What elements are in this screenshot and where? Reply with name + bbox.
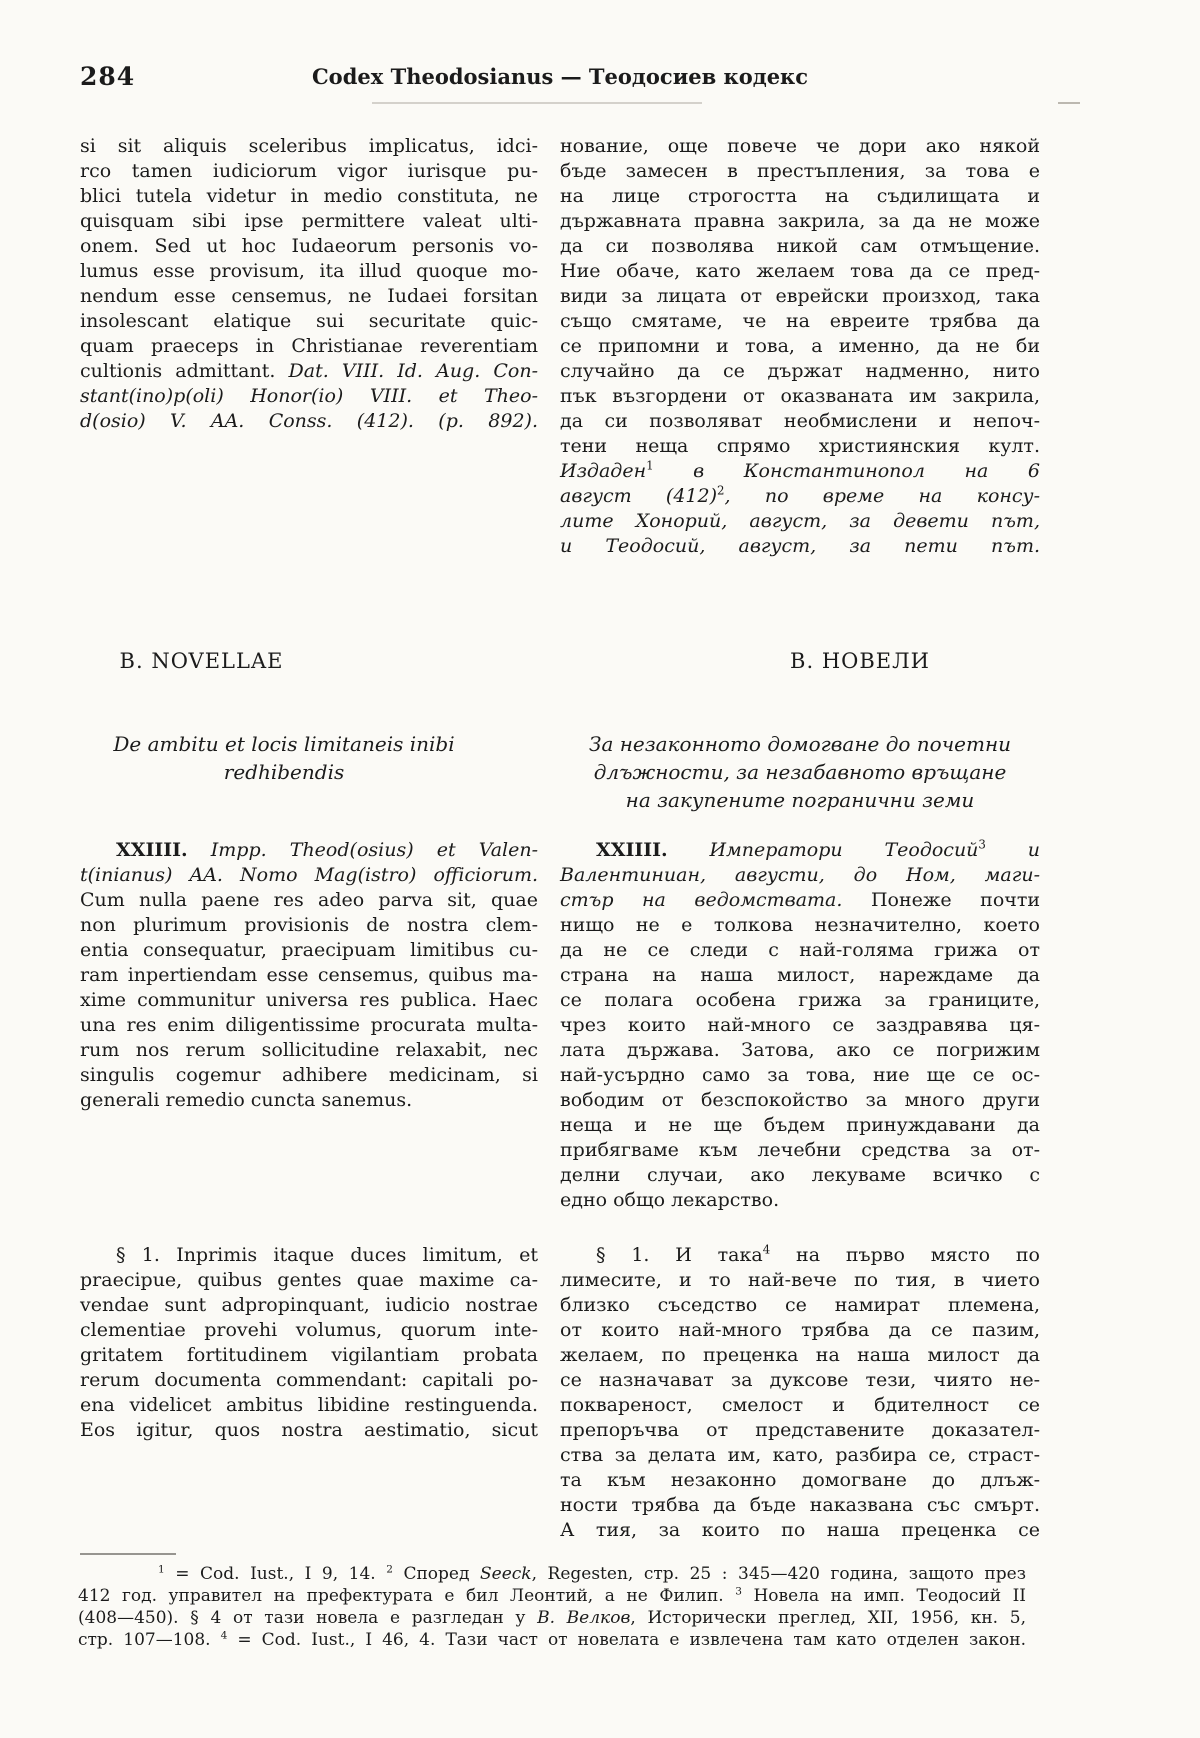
text-line: XXIIII. Императори Теодосий$^3$ и: [596, 837, 1040, 861]
text-line: близко съседство се намират племена,: [560, 1294, 1040, 1316]
text-line: Издаден$^1$ в Константинопол на 6: [560, 458, 1040, 482]
text-line: praecipue, quibus gentes quae maxime ca-: [80, 1269, 538, 1291]
text-line: xime communitur universa res publica. Haec: [80, 989, 538, 1011]
text-line: vendae sunt adpropinquant, iudicio nostrae: [80, 1294, 538, 1316]
text-line: singulis cogemur adhibere medicinam, si: [80, 1064, 538, 1086]
text-line: De ambitu et locis limitaneis inibi: [113, 732, 455, 756]
text-line: ности трябва да бъде наказвана със смърт.: [560, 1494, 1040, 1516]
text-line: XXIIII. Impp. Theod(osius) et Valen-: [116, 839, 538, 861]
text-line: nendum esse censemus, ne Iudaei forsitan: [80, 285, 538, 307]
text-line: стър на ведомствата. Понеже почти: [560, 889, 1040, 911]
text-line: generali remedio cuncta sanemus.: [80, 1089, 413, 1111]
text-line: Валентиниан, августи, до Ном, маги-: [560, 864, 1040, 886]
text-line: чрез които най-много се заздравява ця-: [560, 1014, 1040, 1036]
text-line: 412 год. управител на префектурата е бил Леонтий, а не Филип. $^3$ Новела на имп. Теодосий II: [78, 1585, 1026, 1606]
text-line: вободим от безспокойство за много други: [560, 1089, 1040, 1111]
text-line: t(inianus) AA. Nomo Mag(istro) officiorum.: [80, 864, 538, 886]
latin-paragraph-law: [80, 134, 538, 434]
text-line: от които най-много трябва да се пазим,: [560, 1319, 1040, 1341]
text-line: август $(412)^2$, по време на консу-: [560, 483, 1040, 507]
bulgarian-paragraph-section1: [560, 1243, 1040, 1543]
bulgarian-paragraph-law: [560, 134, 1040, 559]
bulgarian-novel-title: [560, 730, 1040, 814]
text-line: Eos igitur, quos nostra aestimatio, sicut: [80, 1419, 538, 1441]
text-line: нищо не е толкова незначително, което: [560, 914, 1040, 936]
text-line: § 1. Inprimis itaque duces limitum, et: [116, 1244, 538, 1266]
text-line: (408—450). § 4 от тази новела е разгледан у В. Велков, Исторически преглед, XII, 1956, кн. 5,: [78, 1608, 1026, 1628]
text-line: лата държава. Затова, ако се погрижим: [560, 1039, 1040, 1061]
text-line: Cum nulla paene res adeo parva sit, quae: [80, 889, 538, 911]
bulgarian-paragraph-xxiiii: [560, 838, 1040, 1213]
footnote-separator: [80, 1553, 176, 1555]
text-line: най-усърдно само за това, ние ще се ос-: [560, 1064, 1040, 1086]
latin-novel-title: [80, 730, 488, 786]
text-line: да не се следи с най-голяма грижа от: [560, 939, 1040, 961]
text-line: rerum documenta commendant: capitali po-: [80, 1369, 538, 1391]
text-line: onem. Sed ut hoc Iudaeorum personis vo-: [80, 235, 538, 257]
page-header: [80, 58, 1040, 104]
text-line: види за лицата от еврейски произход, така: [560, 285, 1040, 307]
latin-paragraph-xxiiii: [80, 838, 538, 1113]
footnotes-block: [78, 1563, 1026, 1651]
bulgarian-column: [560, 134, 1040, 1543]
text-line: Ние обаче, като желаем това да се пред-: [560, 260, 1040, 282]
text-line: rum nos rerum sollicitudine relaxabit, nec: [80, 1039, 538, 1061]
text-line: държавната правна закрила, за да не може: [560, 210, 1040, 232]
text-line: бъде замесен в престъпления, за това е: [560, 160, 1040, 182]
latin-column: [80, 134, 538, 1443]
text-line: неща и не ще бъдем принуждавани да: [560, 1114, 1040, 1136]
text-line: gritatem fortitudinem vigilantiam probata: [80, 1344, 538, 1366]
text-line: blici tutela videtur in medio constituta, ne: [80, 185, 538, 207]
text-line: лите Хонорий, август, за девети път,: [560, 510, 1040, 532]
text-line: stant(ino)p(oli) Honor(io) VIII. et Theo-: [80, 385, 538, 407]
text-line: si sit aliquis sceleribus implicatus, idci-: [80, 135, 538, 157]
text-line: cultionis admittant. Dat. VIII. Id. Aug. Con-: [80, 360, 539, 382]
text-line: случайно да се държат надменно, нито: [560, 360, 1040, 382]
text-line: поквареност, смелост и бдителност се: [560, 1394, 1040, 1416]
scan-dash: [1058, 102, 1080, 104]
text-line: да си позволяват необмислени и непоч-: [560, 410, 1040, 432]
text-line: ena videlicet ambitus libidine restinguenda.: [80, 1394, 538, 1416]
text-line: нование, още повече че дори ако някой: [560, 135, 1040, 157]
text-line: делни случаи, ако лекуваме всичко с: [560, 1164, 1040, 1186]
section-heading-novellae: B. NOVELLAE: [119, 649, 284, 673]
text-line: на лице строгостта на съдилищата и: [560, 185, 1040, 207]
text-line: едно общо лекарство.: [560, 1189, 780, 1211]
text-line: quisquam sibi ipse permittere valeat ulti-: [80, 210, 538, 232]
text-line: се припомни и това, а именно, да не би: [560, 335, 1040, 357]
scan-smudge: [372, 102, 702, 104]
text-line: длъжности, за незабавното връщане: [593, 760, 1007, 784]
text-line: и Теодосий, август, за пети път.: [560, 535, 1040, 557]
text-line: се назначават за дуксове тези, чиято не-: [560, 1369, 1040, 1391]
text-line: стр. 107—108. $^4$ = Cod. Iust., I 46, 4. Тази част от новелата е извлечена там като отделен закон.: [78, 1629, 1026, 1650]
running-title: Codex Theodosianus — Теодосиев кодекс: [311, 64, 809, 89]
text-line: лимесите, и то най-вече по тия, в чието: [560, 1269, 1040, 1291]
text-line: lumus esse provisum, ita illud quoque mo-: [80, 260, 538, 282]
text-line: страна на наша милост, нареждаме да: [560, 964, 1040, 986]
latin-paragraph-section1: [80, 1243, 538, 1443]
text-line: entia consequatur, praecipuam limitibus cu-: [80, 939, 538, 961]
text-line: clementiae provehi volumus, quorum inte-: [80, 1319, 538, 1341]
text-line: да си позволява никой сам отмъщение.: [560, 235, 1040, 257]
text-line: желаем, по преценка на наша милост да: [560, 1344, 1040, 1366]
text-line: За незаконното домогване до почетни: [589, 732, 1011, 756]
text-line: на закупените погранични земи: [625, 788, 975, 812]
text-line: се полага особена грижа за границите,: [560, 989, 1040, 1011]
text-line: ram inpertiendam esse censemus, quibus ma-: [80, 964, 538, 986]
text-line: препоръчва от представените доказател-: [560, 1419, 1040, 1441]
text-line: redhibendis: [223, 760, 345, 784]
page-number: 284: [80, 62, 136, 91]
text-line: тени неща спрямо християнския култ.: [560, 435, 1040, 457]
text-line: insolescant elatique sui securitate quic-: [80, 310, 538, 332]
text-line: $^1$ = Cod. Iust., I 9, 14. $^2$ Според Seeck, Regesten, стр. 25 : 345—420 година, защото през: [158, 1563, 1026, 1584]
text-line: non plurimum provisionis de nostra clem-: [80, 914, 538, 936]
text-line: ства за делата им, като, разбира се, страст-: [560, 1444, 1040, 1466]
text-line: прибягваме към лечебни средства за от-: [560, 1139, 1040, 1161]
text-line: също смятаме, че на евреите трябва да: [560, 310, 1040, 332]
text-line: пък възгордени от оказваната им закрила,: [560, 385, 1040, 407]
text-line: А тия, за които по наша преценка се: [560, 1519, 1040, 1541]
text-line: та към незаконно домогване до длъж-: [560, 1469, 1040, 1491]
text-line: § 1. И така$^4$ на първо място по: [596, 1242, 1040, 1266]
text-line: d(osio) V. AA. Conss. (412). (p. 892).: [80, 410, 538, 432]
section-heading-noveli: В. НОВЕЛИ: [790, 649, 930, 673]
text-line: rco tamen iudiciorum vigor iurisque pu-: [80, 160, 538, 182]
text-line: quam praeceps in Christianae reverentiam: [80, 335, 538, 357]
text-line: una res enim diligentissime procurata multa-: [80, 1014, 538, 1036]
